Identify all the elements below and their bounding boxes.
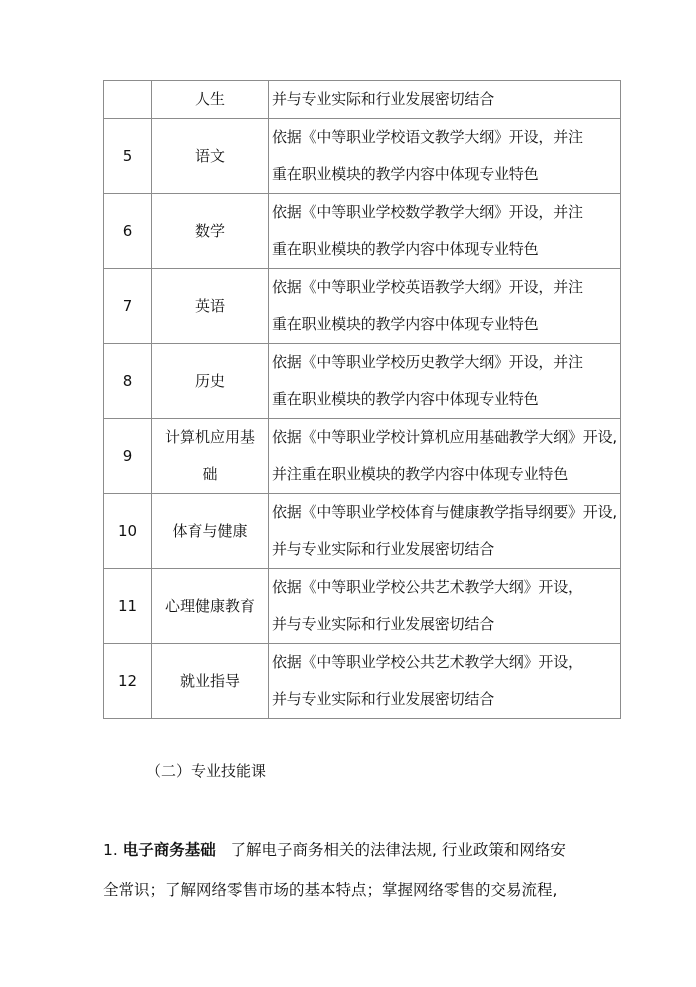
row-number-cell: 8 [104,344,152,419]
course-name-line: 就业指导 [179,671,240,690]
course-name-cell [152,494,269,569]
course-name-cell [152,269,269,344]
description-line: 依据《中等职业学校公共艺术教学大纲》开设， [272,653,583,671]
course-table [103,80,621,719]
course-description-cell [269,81,621,119]
table-row [104,494,621,569]
description-line: 并与专业实际和行业发展密切结合 [272,690,495,708]
course-description [103,830,623,910]
course-name-line: 英语 [194,296,225,315]
table-row [104,419,621,494]
course-name-cell [152,81,269,119]
course-description-cell [269,644,621,719]
row-number-cell: 6 [104,194,152,269]
description-line: 依据《中等职业学校历史教学大纲》开设，并注 [272,353,583,371]
course-name-line: 础 [202,465,218,483]
row-number-cell: 5 [104,119,152,194]
section-heading: （二）专业技能课 [146,762,267,780]
course-description-line-1 [103,830,623,870]
course-description-cell [269,194,621,269]
course-name-line: 历史 [194,371,225,390]
course-name-cell [152,119,269,194]
course-name-line: 体育与健康 [172,521,248,540]
table-row [104,644,621,719]
description-line: 并与专业实际和行业发展密切结合 [272,540,495,558]
description-line: 依据《中等职业学校语文教学大纲》开设，并注 [272,128,583,146]
row-number-cell: 10 [104,494,152,569]
course-name-cell [152,194,269,269]
course-description-cell [269,344,621,419]
table-row [104,344,621,419]
table-row [104,119,621,194]
course-description-cell [269,269,621,344]
course-name-line: 心理健康教育 [164,596,255,615]
course-name-cell [152,344,269,419]
table-row [104,269,621,344]
description-line: 重在职业模块的教学内容中体现专业特色 [272,315,539,333]
course-name-cell [152,569,269,644]
course-description-cell [269,119,621,194]
course-description-cell [269,569,621,644]
table-row [104,569,621,644]
description-line: 重在职业模块的教学内容中体现专业特色 [272,390,539,408]
course-text-line-1: 了解电子商务相关的法律法规, 行业政策和网络安 [230,841,566,859]
course-text-line-2: 全常识；了解网络零售市场的基本特点；掌握网络零售的交易流程, [103,881,558,899]
table-row [104,81,621,119]
course-title: 电子商务基础 [122,841,216,859]
course-number: 1. [103,841,118,859]
description-line: 并与专业实际和行业发展密切结合 [272,90,495,108]
row-number-cell: 12 [104,644,152,719]
row-number-cell: 11 [104,569,152,644]
description-line: 重在职业模块的教学内容中体现专业特色 [272,240,539,258]
description-line: 依据《中等职业学校数学教学大纲》开设，并注 [272,203,583,221]
row-number-cell [104,81,152,119]
course-name-cell [152,644,269,719]
course-name-line: 计算机应用基 [164,428,255,446]
description-line: 依据《中等职业学校公共艺术教学大纲》开设， [272,578,583,596]
course-name-cell [152,419,269,494]
table-row [104,194,621,269]
description-line: 并注重在职业模块的教学内容中体现专业特色 [272,465,569,483]
row-number-cell: 7 [104,269,152,344]
course-table-body [104,81,621,719]
course-description-cell [269,419,621,494]
course-name-line: 数学 [194,221,225,240]
description-line: 依据《中等职业学校英语教学大纲》开设，并注 [272,278,583,296]
description-line: 重在职业模块的教学内容中体现专业特色 [272,165,539,183]
course-name-line: 语文 [194,146,225,165]
description-line: 依据《中等职业学校体育与健康教学指导纲要》开设, [272,503,617,521]
row-number-cell: 9 [104,419,152,494]
course-description-cell [269,494,621,569]
description-line: 依据《中等职业学校计算机应用基础教学大纲》开设, [272,428,617,446]
course-name-line: 人生 [194,90,225,108]
description-line: 并与专业实际和行业发展密切结合 [272,615,495,633]
